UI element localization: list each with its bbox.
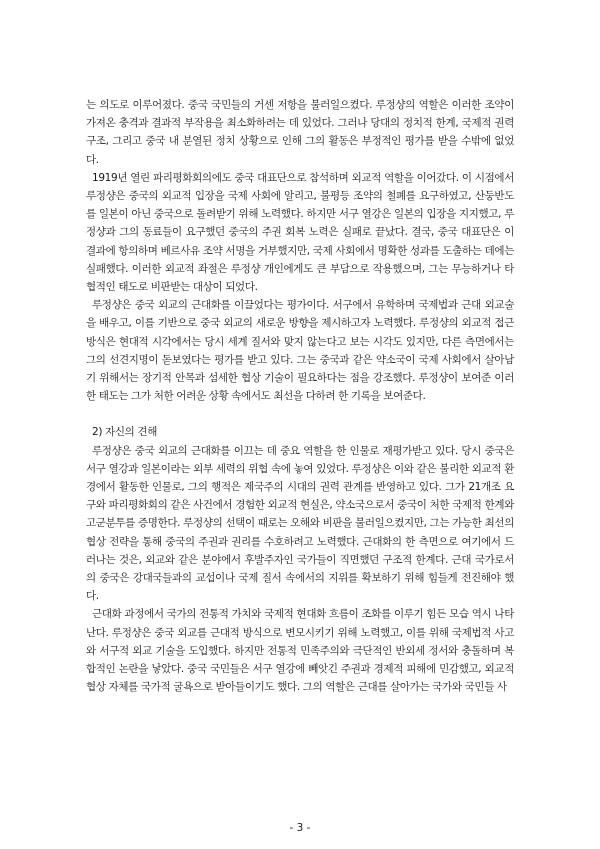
paragraph-4: 루정샹은 중국 외교의 근대화를 이끄는 데 중요 역할을 한 인물로 재평가받고 있다. 당시 중국은 서구 열강과 일본이라는 외부 세력의 위협 속에 놓여 있었다. 루정샹은 이와 같은 불리한 외교적 환경에서 활동한 인물로, 그의 행적은 제국주의 시대의 권력 관계를 반영하고 있다. 그가 21개조 요구와 파리평화회의 같은 사건에서 경험한 외교적 현실은, 약소국으로서 중국이 처한 국제적 한계와 고군분투를 증명한다. 루정샹의 선택이 때로는 오해와 비판을 불러일으켰지만, 그는 가능한 최선의 협상 전략을 통해 중국의 주권과 권리를 수호하려고 노력했다. 근대화의 한 측면으로 여기에서 드러나는 것은, 외교와 같은 분야에서 후발주자인 국가들이 직면했던 구조적 한계다. 근대 국가로서의 중국은 강대국들과의 교섭이나 국제 질서 속에서의 지위를 확보하기 위해 힘들게 전진해야 했다. xyxy=(86,444,514,603)
paragraph-2: 1919년 열린 파리평화회의에도 중국 대표단으로 참석하며 외교적 역할을 이어갔다. 이 시점에서 루정샹은 중국의 외교적 입장을 국제 사회에 알리고, 불평등 조약의 철폐를 요구하였고, 산둥반도를 일본이 아닌 중국으로 돌려받기 위해 노력했다. 하지만 서구 열강은 일본의 입장을 지지했고, 루정샹과 그의 동료들이 요구했던 중국의 주권 회복 노력은 실패로 끝났다. 결국, 중국 대표단은 이 결과에 항의하며 베르사유 조약 서명을 거부했지만, 국제 사회에서 명확한 성과를 도출하는 데에는 실패했다. 이러한 외교적 좌절은 루정샹 개인에게도 큰 부담으로 작용했으며, 그는 무능하거나 타협적인 태도로 비판받는 대상이 되었다. xyxy=(86,171,514,294)
section-heading: 2) 자신의 견해 xyxy=(92,426,158,439)
paragraph-3: 루정샹은 중국 외교의 근대화를 이끌었다는 평가이다. 서구에서 유학하며 국제법과 근대 외교술을 배우고, 이를 기반으로 중국 외교의 새로운 방향을 제시하고자 노력했다. 루정샹의 외교적 접근 방식은 현대적 시각에서는 당시 세계 질서와 맞지 않는다고 보는 시각도 있지만, 다른 측면에서는 그의 선견지명이 돋보였다는 평가를 받고 있다. 그는 중국과 같은 약소국이 국제 사회에서 살아남기 위해서는 장기적 안목과 섬세한 협상 기술이 필요하다는 점을 강조했다. 루정샹이 보여준 이러한 태도는 그가 처한 어려운 상황 속에서도 최선을 다하려 한 기록을 보여준다. xyxy=(86,299,514,403)
body-text xyxy=(86,96,514,697)
page-number: - 3 - xyxy=(289,822,311,834)
paragraph-5: 근대화 과정에서 국가의 전통적 가치와 국제적 현대화 흐름이 조화를 이루기 힘든 모습 역시 나타난다. 루정샹은 중국 외교를 근대적 방식으로 변모시키기 위해 노력했고, 이를 위해 국제법적 사고와 서구적 외교 기술을 도입했다. 하지만 전통적 민족주의와 극단적인 반외세 정서와 충돌하며 복합적인 논란을 낳았다. 중국 국민들은 서구 열강에 빼앗긴 주권과 경제적 피해에 민감했고, 외교적 협상 자체를 국가적 굴욕으로 받아들이기도 했다. 그의 역할은 근대를 살아가는 국가와 국민들 사 xyxy=(86,608,514,694)
paragraph-1: 는 의도로 이루어졌다. 중국 국민들의 거센 저항을 불러일으켰다. 루정샹의 역할은 이러한 조약이 가져온 충격과 결과적 부작용을 최소화하려는 데 있었다. 그러나 당대의 정치적 한계, 국제적 권력 구조, 그리고 중국 내 분열된 정치 상황으로 인해 그의 활동은 부정적인 평가를 받을 수밖에 없었다. xyxy=(86,99,514,166)
